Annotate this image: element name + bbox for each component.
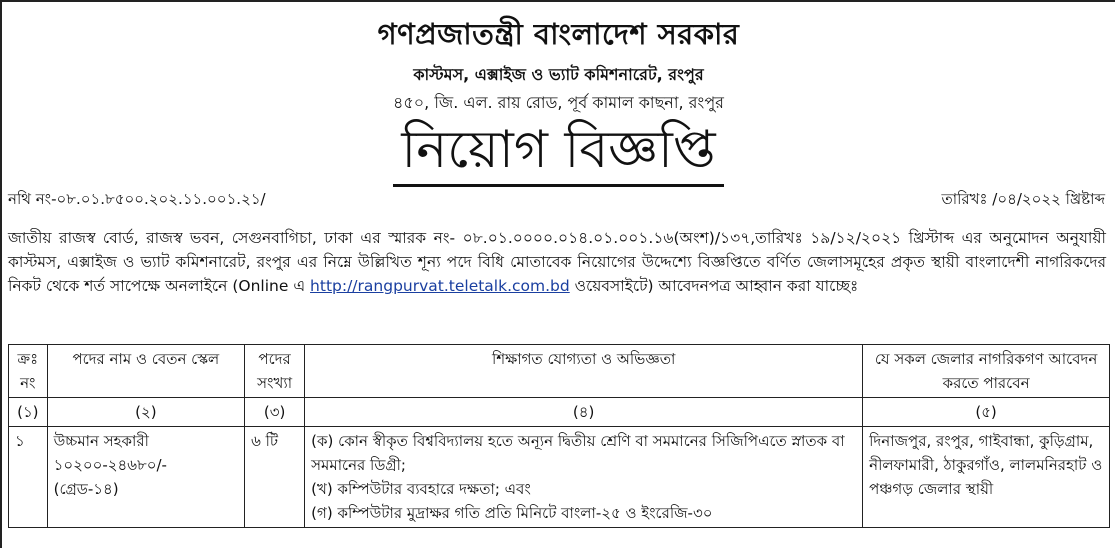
table-header-row (9, 345, 1110, 398)
application-link[interactable]: http://rangpurvat.teletalk.com.bd (310, 277, 570, 295)
header-count: পদের সংখ্যা (245, 345, 305, 398)
paragraph-text: জাতীয় রাজস্ব বোর্ড, রাজস্ব ভবন, সেগুনবাগিচা, ঢাকা এর স্মারক নং- ০৮.০১.০০০০.০১৪.০১.০০১.১৬(অংশ)/১৩৭,তারিখঃ ১৯/১২/২০২১ খ্রিস্টাব্দ এর অনুমোদন অনুযায়ী কাস্টমস, এক্সাইজ ও ভ্যাট কমিশনারেট, রংপুর এর নিম্নে উল্লিখিত শূন্য পদে বিধি মোতাবেক নিয়োগের উদ্দেশ্যে বিজ্ঞপ্তিতে বর্ণিত জেলাসমূহের প্রকৃত স্থায়ী বাংলাদেশী নাগরিকদের নিকট থেকে শর্ত সাপেক্ষে অনলাইনে (Online এ (8, 229, 1106, 295)
post-name: উচ্চমান সহকারী (53, 432, 149, 450)
qualification-b: (খ) কম্পিউটার ব্যবহারে দক্ষতা; এবং (311, 480, 531, 498)
qualification-c: (গ) কম্পিউটার মুদ্রাক্ষর গতি প্রতি মিনিটে বাংলা-২৫ ও ইংরেজি-৩০ (311, 504, 713, 522)
colnum-3: (৩) (245, 398, 305, 427)
notice-date: তারিখঃ /০৪/২০২২ খ্রিষ্টাব্দ (941, 190, 1105, 208)
pay-scale: ১০২০০-২৪৬৮০/- (53, 456, 167, 474)
header-districts: যে সকল জেলার নাগরিকগণ আবেদন করতে পারবেন (863, 345, 1110, 398)
notice-title (0, 118, 1117, 187)
colnum-1: (১) (9, 398, 48, 427)
colnum-4: (৪) (305, 398, 863, 427)
office-address: ৪৫০, জি. এল. রায় রোড, পূর্ব কামাল কাছনা, রংপুর (393, 93, 724, 112)
row-count: ৬ টি (245, 427, 305, 528)
colnum-2: (২) (47, 398, 244, 427)
row-serial: ১ (9, 427, 48, 528)
header-post: পদের নাম ও বেতন স্কেল (47, 345, 244, 398)
paragraph-tail: ওয়েবসাইটে) আবেদনপত্র আহ্বান করা যাচ্ছেঃ (569, 277, 859, 295)
notice-title-text: নিয়োগ বিজ্ঞপ্তি (393, 118, 723, 187)
notice-paragraph (8, 226, 1106, 298)
vacancy-table (8, 344, 1110, 528)
row-qualification (305, 427, 863, 528)
header-qualification: শিক্ষাগত যোগ্যতা ও অভিজ্ঞতা (305, 345, 863, 398)
office-name: কাস্টমস, এক্সাইজ ও ভ্যাট কমিশনারেট, রংপুর (413, 65, 704, 84)
row-post (47, 427, 244, 528)
government-title: গণপ্রজাতন্ত্রী বাংলাদেশ সরকার (377, 17, 740, 51)
file-number: নথি নং-০৮.০১.৮৫০০.২০২.১১.০০১.২১/ (8, 190, 266, 208)
qualification-a: (ক) কোন স্বীকৃত বিশ্ববিদ্যালয় হতে অন্যূন দ্বিতীয় শ্রেণি বা সমমানের সিজিপিএতে স্নাতক বা সমমানের ডিগ্রী; (311, 432, 845, 474)
table-row (9, 427, 1110, 528)
colnum-5: (৫) (863, 398, 1110, 427)
grade: (গ্রেড-১৪) (53, 480, 119, 498)
table-colnum-row (9, 398, 1110, 427)
row-districts: দিনাজপুর, রংপুর, গাইবান্ধা, কুড়িগ্রাম, নীলফামারী, ঠাকুরগাঁও, লালমনিরহাট ও পঞ্চগড় জেলার স্থায়ী (863, 427, 1110, 528)
header-serial: ক্রঃ নং (9, 345, 48, 398)
